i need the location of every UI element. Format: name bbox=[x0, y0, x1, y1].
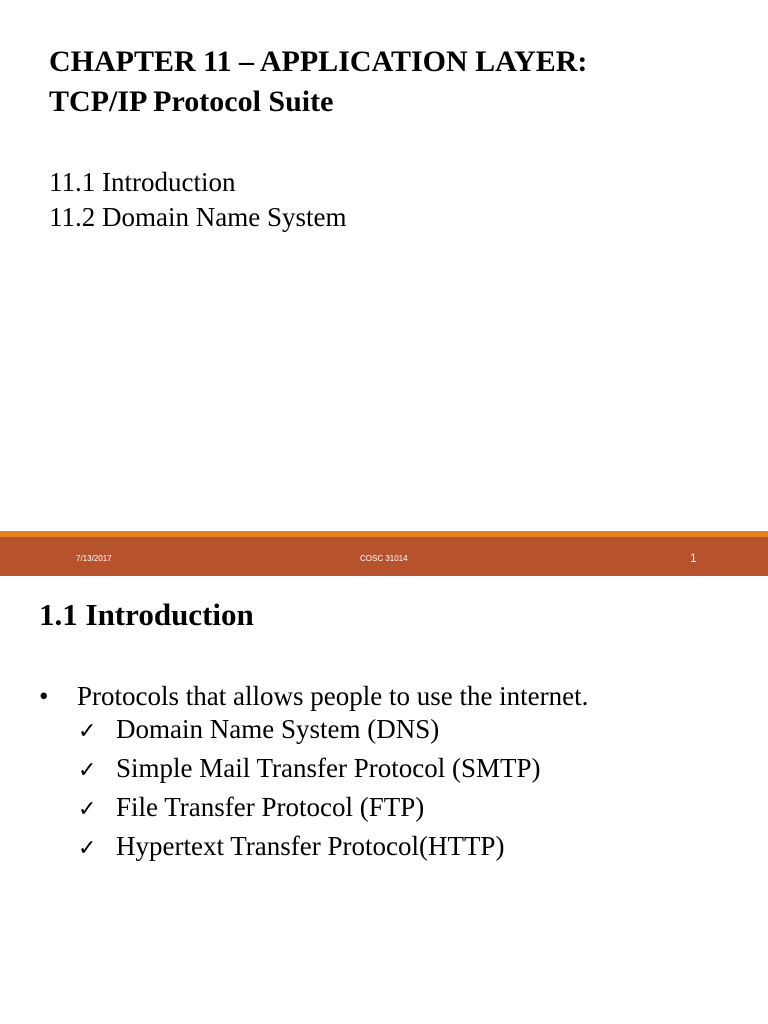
checklist-item-text: Simple Mail Transfer Protocol (SMTP) bbox=[116, 753, 541, 783]
checkmark-icon: ✓ bbox=[78, 797, 97, 822]
checklist-item bbox=[78, 828, 541, 867]
toc-item: 11.2 Domain Name System bbox=[49, 202, 347, 232]
bullet-text: Protocols that allows people to use the internet. bbox=[77, 681, 589, 711]
checkmark-icon: ✓ bbox=[78, 758, 97, 783]
footer-course-code: COSC 31014 bbox=[360, 554, 408, 563]
checklist-item-text: Domain Name System (DNS) bbox=[116, 714, 440, 744]
slide-footer bbox=[0, 531, 768, 576]
slide-title-line-2: TCP/IP Protocol Suite bbox=[49, 85, 334, 118]
bullet-item bbox=[39, 678, 588, 714]
checklist-item bbox=[78, 750, 541, 789]
checklist-item-text: Hypertext Transfer Protocol(HTTP) bbox=[116, 831, 505, 861]
slide-title-line-1: CHAPTER 11 – APPLICATION LAYER: bbox=[49, 45, 588, 78]
checkmark-icon: ✓ bbox=[78, 719, 97, 744]
checklist-item-text: File Transfer Protocol (FTP) bbox=[116, 792, 425, 822]
checklist-item bbox=[78, 789, 541, 828]
slide-number: 1 bbox=[690, 551, 697, 565]
footer-date: 7/13/2017 bbox=[76, 554, 112, 563]
toc-item: 11.1 Introduction bbox=[49, 167, 236, 197]
slide-title bbox=[49, 42, 749, 122]
checklist bbox=[78, 711, 541, 867]
checkmark-icon: ✓ bbox=[78, 836, 97, 861]
slide-2 bbox=[0, 576, 768, 1024]
section-heading: 1.1 Introduction bbox=[39, 597, 254, 632]
footer-accent-stripe bbox=[0, 531, 768, 537]
table-of-contents bbox=[49, 165, 346, 235]
checklist-item bbox=[78, 711, 541, 750]
bullet-icon: • bbox=[39, 681, 49, 711]
